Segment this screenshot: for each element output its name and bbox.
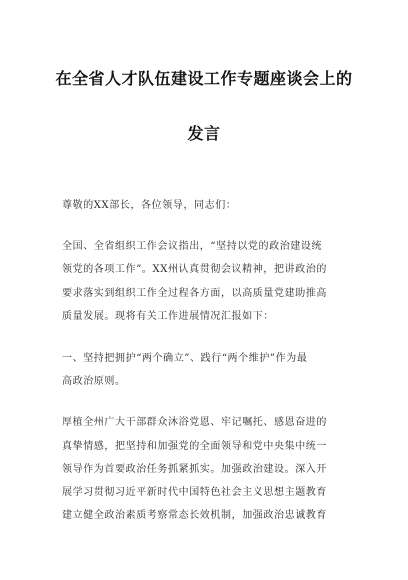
document-title-continued: 发言 (187, 124, 221, 143)
section-heading: 高政治原则。 (62, 376, 126, 387)
paragraph-line: 要求落实到组织工作全过程各方面，以高质量党建助推高 (62, 288, 327, 299)
paragraph-line: 全国、全省组织工作会议指出，“坚持以党的政治建设统 (62, 241, 323, 252)
salutation: 尊敬的XX部长，各位领导，同志们： (62, 200, 237, 211)
paragraph-line: 领导作为首要政治任务抓紧抓实。加强政治建设。深入开 (62, 464, 327, 475)
section-heading: 一、坚持把拥护“两个确立”、践行“两个维护”作为最 (62, 353, 308, 364)
paragraph-line: 质量发展。现将有关工作进展情况汇报如下： (62, 311, 274, 322)
paragraph-line: 展学习贯彻习近平新时代中国特色社会主义思想主题教育 (62, 487, 327, 498)
paragraph-line: 真挚情感，把坚持和加强党的全面领导和党中央集中统一 (62, 441, 327, 452)
document-title: 在全省人才队伍建设工作专题座谈会上的 (55, 69, 353, 88)
paragraph-line: 建立健全政治素质考察常态长效机制，加强政治忠诚教育 (62, 510, 327, 521)
paragraph-line: 领党的各项工作”。XX州认真贯彻会议精神，把讲政治的 (62, 264, 327, 275)
paragraph-line: 厚植全州广大干部群众沐浴党恩、牢记嘱托、感恩奋进的 (62, 417, 327, 428)
